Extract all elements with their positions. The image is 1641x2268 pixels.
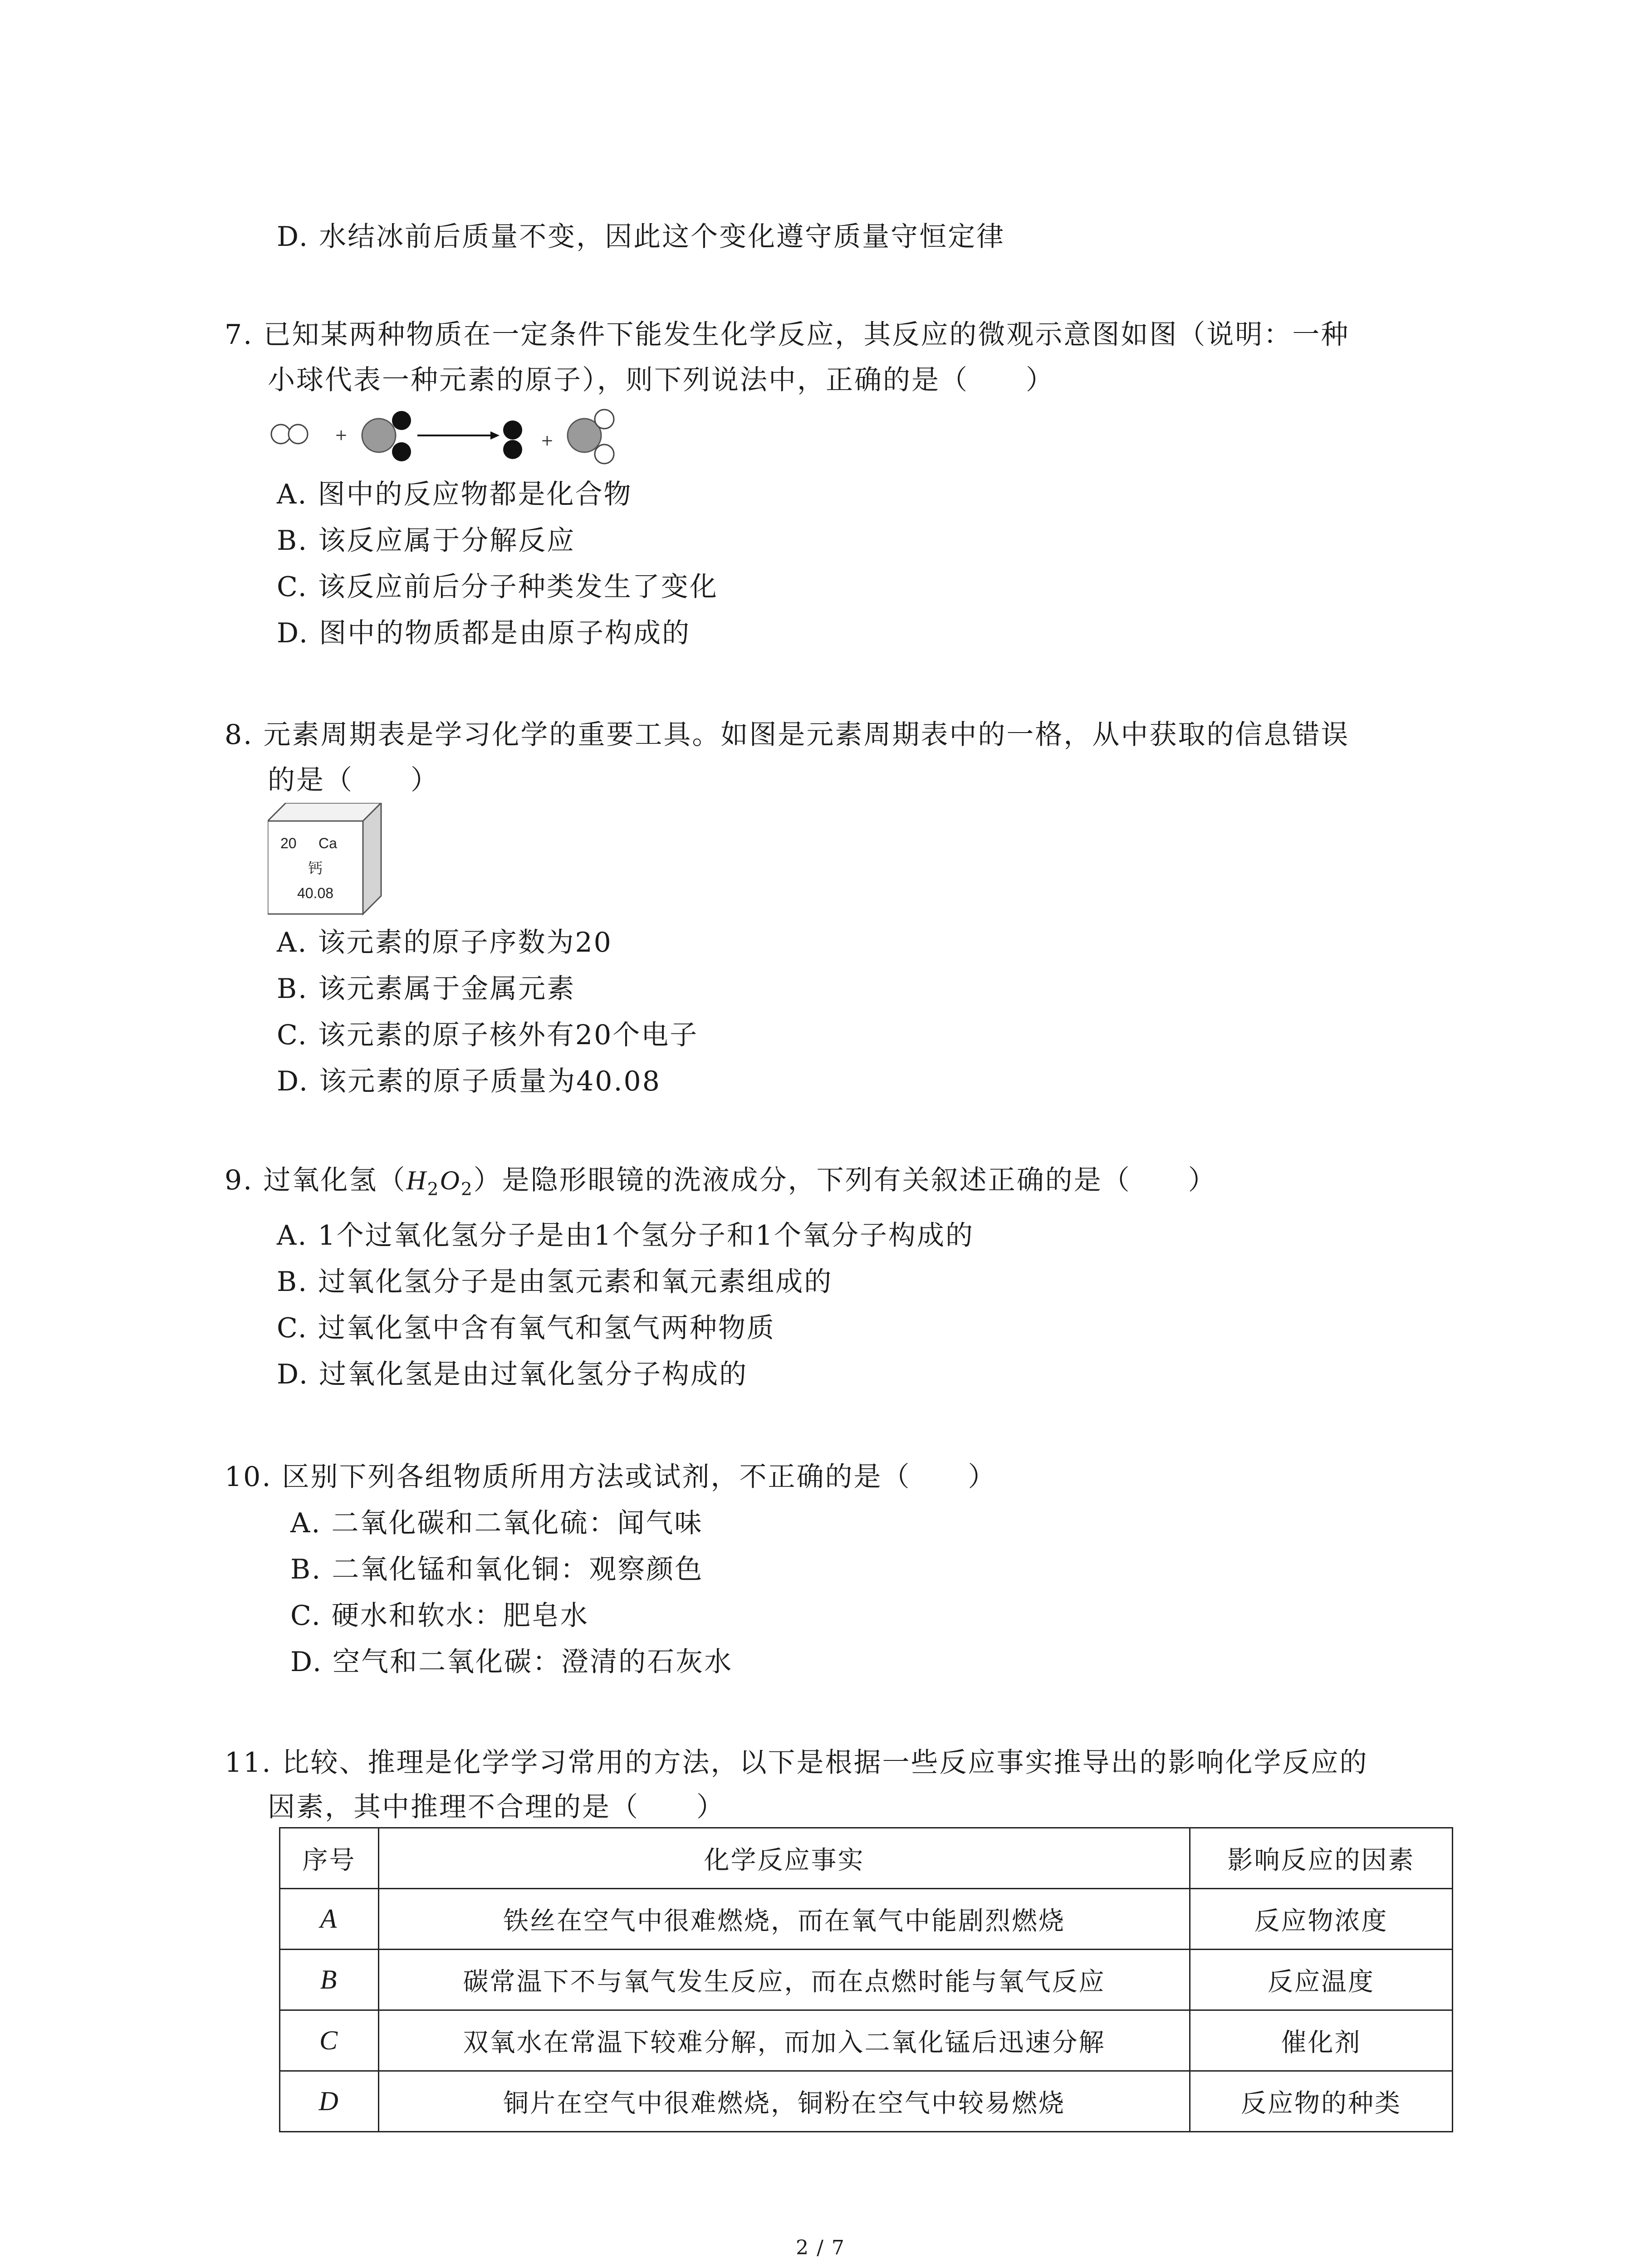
q11-stem-line1: 11. 比较、推理是化学学习常用的方法，以下是根据一些反应事实推导出的影响化学反应的 (225, 1747, 1368, 1779)
q10-option-c: C. 硬水和软水：肥皂水 (290, 1600, 589, 1632)
q10-stem: 10. 区别下列各组物质所用方法或试剂，不正确的是（ ） (225, 1461, 997, 1493)
q8-stem-line1: 8. 元素周期表是学习化学的重要工具。如图是元素周期表中的一格，从中获取的信息错误 (225, 719, 1350, 751)
q7-option-b: B. 该反应属于分解反应 (277, 525, 576, 557)
q7-option-a: A. 图中的反应物都是化合物 (277, 479, 632, 510)
table-row (280, 2010, 1453, 2071)
q9-stem-prefix: 9. 过氧化氢（ (225, 1164, 407, 1196)
q6-option-d: D. 水结冰前后质量不变，因此这个变化遵守质量守恒定律 (277, 221, 1005, 253)
q9-option-c: C. 过氧化氢中含有氧气和氢气两种物质 (277, 1312, 775, 1344)
table-row (280, 2071, 1453, 2132)
q8-option-c: C. 该元素的原子核外有20个电子 (277, 1019, 699, 1051)
q9-stem (225, 1164, 1217, 1200)
row-label: C (280, 2010, 379, 2071)
cell-side-face (363, 803, 381, 914)
q9-option-b: B. 过氧化氢分子是由氢元素和氧元素组成的 (277, 1266, 833, 1298)
row-label: A (280, 1889, 379, 1950)
header-factor: 影响反应的因素 (1190, 1828, 1453, 1889)
row-fact: 铁丝在空气中很难燃烧，而在氧气中能剧烈燃烧 (379, 1889, 1190, 1950)
q9-stem-suffix: ）是隐形眼镜的洗液成分，下列有关叙述正确的是（ ） (473, 1164, 1217, 1196)
product-diatomic-molecule (503, 420, 522, 459)
plus-sign-right: + (540, 431, 554, 450)
page-number: 2 / 7 (796, 2236, 845, 2259)
element-name: 钙 (308, 860, 323, 877)
q7-stem-line2: 小球代表一种元素的原子），则下列说法中，正确的是（ ） (268, 364, 1054, 396)
row-label: D (280, 2071, 379, 2132)
q11-stem-line2: 因素，其中推理不合理的是（ ） (268, 1791, 725, 1823)
table-row (280, 1950, 1453, 2010)
row-fact: 铜片在空气中很难燃烧，铜粉在空气中较易燃烧 (379, 2071, 1190, 2132)
q10-option-d: D. 空气和二氧化碳：澄清的石灰水 (290, 1646, 733, 1678)
table-header-row (280, 1828, 1453, 1889)
q10-option-a: A. 二氧化碳和二氧化硫：闻气味 (290, 1507, 703, 1539)
row-factor: 反应物的种类 (1190, 2071, 1453, 2132)
q9-option-d: D. 过氧化氢是由过氧化氢分子构成的 (277, 1359, 748, 1390)
q7-stem-line1: 7. 已知某两种物质在一定条件下能发生化学反应，其反应的微观示意图如图（说明：一种 (225, 319, 1350, 351)
q10-option-b: B. 二氧化锰和氧化铜：观察颜色 (290, 1554, 704, 1585)
reaction-arrow (417, 431, 500, 440)
q8-option-b: B. 该元素属于金属元素 (277, 973, 576, 1005)
formula-o: O (440, 1165, 461, 1195)
formula-h: H (406, 1165, 427, 1195)
q7-option-c: C. 该反应前后分子种类发生了变化 (277, 571, 718, 603)
q8-option-a: A. 该元素的原子序数为20 (277, 927, 612, 958)
formula-o-subscript: 2 (460, 1179, 474, 1200)
reactant-triatomic-molecule (362, 411, 411, 461)
plus-sign-left: + (334, 426, 348, 444)
element-symbol: Ca (318, 835, 337, 851)
header-index: 序号 (280, 1828, 379, 1889)
header-fact: 化学反应事实 (379, 1828, 1190, 1889)
row-factor: 反应温度 (1190, 1950, 1453, 2010)
cell-top-face (268, 803, 381, 821)
product-triatomic-molecule (568, 410, 614, 464)
table-row (280, 1889, 1453, 1950)
row-label: B (280, 1950, 379, 2010)
reaction-diagram (270, 404, 624, 472)
q9-option-a: A. 1个过氧化氢分子是由1个氢分子和1个氧分子构成的 (277, 1220, 974, 1251)
formula-h-subscript: 2 (427, 1179, 440, 1200)
periodic-table-cell (268, 803, 386, 921)
q8-option-d: D. 该元素的原子质量为40.08 (277, 1066, 661, 1097)
row-factor: 催化剂 (1190, 2010, 1453, 2071)
reaction-factors-table (279, 1827, 1453, 2132)
row-fact: 碳常温下不与氧气发生反应，而在点燃时能与氧气反应 (379, 1950, 1190, 2010)
reactant-diatomic-molecule (271, 425, 308, 444)
atomic-mass: 40.08 (297, 885, 334, 901)
row-factor: 反应物浓度 (1190, 1889, 1453, 1950)
row-fact: 双氧水在常温下较难分解，而加入二氧化锰后迅速分解 (379, 2010, 1190, 2071)
atomic-number: 20 (280, 835, 297, 851)
q8-stem-line2: 的是（ ） (268, 764, 439, 796)
q7-option-d: D. 图中的物质都是由原子构成的 (277, 617, 691, 649)
